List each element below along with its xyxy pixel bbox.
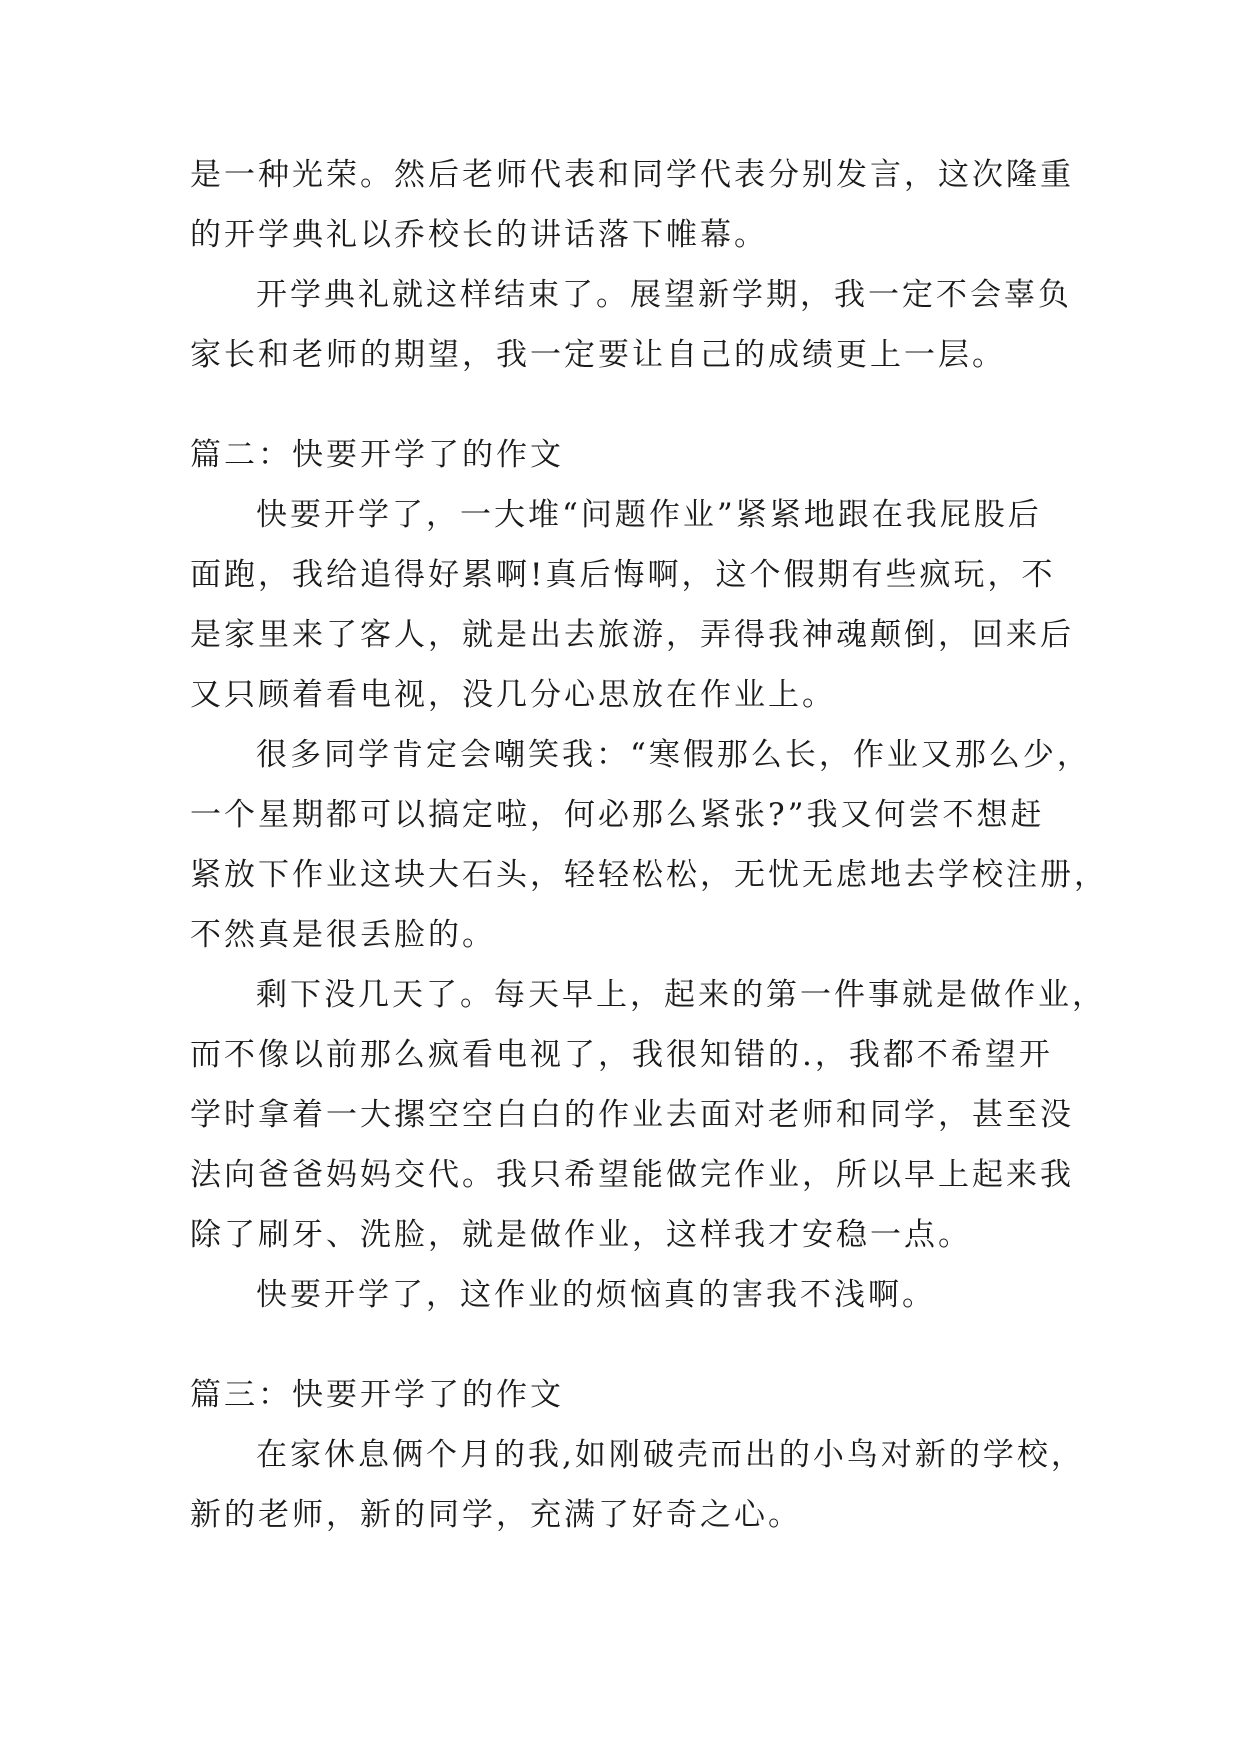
text-line: 剩下没几天了。每天早上，起来的第一件事就是做作业， xyxy=(256,977,1106,1013)
text-line: 而不像以前那么疯看电视了，我很知错的.，我都不希望开 xyxy=(190,1037,1053,1073)
text-line: 又只顾着看电视，没几分心思放在作业上。 xyxy=(190,677,836,713)
paragraph xyxy=(190,265,1072,385)
section-title: 篇二：快要开学了的作文 xyxy=(190,437,564,473)
text-line: 是一种光荣。然后老师代表和同学代表分别发言，这次隆重 xyxy=(190,157,1074,193)
text-line: 法向爸爸妈妈交代。我只希望能做完作业，所以早上起来我 xyxy=(190,1157,1074,1193)
text-line: 除了刷牙、洗脸，就是做作业，这样我才安稳一点。 xyxy=(190,1217,972,1253)
paragraph xyxy=(190,1425,1085,1545)
text-line: 快要开学了，一大堆“问题作业”紧紧地跟在我屁股后 xyxy=(256,497,1042,533)
text-line: 学时拿着一大摞空空白白的作业去面对老师和同学，甚至没 xyxy=(190,1097,1074,1133)
section-title: 篇三：快要开学了的作文 xyxy=(190,1377,564,1413)
paragraph xyxy=(190,1265,1060,1325)
document-page xyxy=(190,145,1108,1545)
text-line: 开学典礼就这样结束了。展望新学期，我一定不会辜负 xyxy=(256,277,1072,313)
paragraph xyxy=(190,965,1106,1265)
paragraph xyxy=(190,145,1074,265)
text-line: 不然真是很丢脸的。 xyxy=(190,917,496,953)
text-line: 一个星期都可以搞定啦，何必那么紧张?”我又何尝不想赶 xyxy=(190,797,1045,833)
text-line: 快要开学了，这作业的烦恼真的害我不浅啊。 xyxy=(256,1277,936,1313)
paragraph xyxy=(190,725,1108,965)
text-line: 的开学典礼以乔校长的讲话落下帷幕。 xyxy=(190,217,768,253)
text-line: 面跑，我给追得好累啊!真后悔啊，这个假期有些疯玩，不 xyxy=(190,557,1056,593)
paragraph xyxy=(190,485,1074,725)
text-line: 是家里来了客人，就是出去旅游，弄得我神魂颠倒，回来后 xyxy=(190,617,1074,653)
text-line: 很多同学肯定会嘲笑我：“寒假那么长，作业又那么少， xyxy=(256,737,1091,773)
text-line: 家长和老师的期望，我一定要让自己的成绩更上一层。 xyxy=(190,337,1006,373)
text-line: 紧放下作业这块大石头，轻轻松松，无忧无虑地去学校注册， xyxy=(190,857,1108,893)
text-line: 在家休息俩个月的我,如刚破壳而出的小鸟对新的学校， xyxy=(256,1437,1085,1473)
text-line: 新的老师，新的同学，充满了好奇之心。 xyxy=(190,1497,802,1533)
